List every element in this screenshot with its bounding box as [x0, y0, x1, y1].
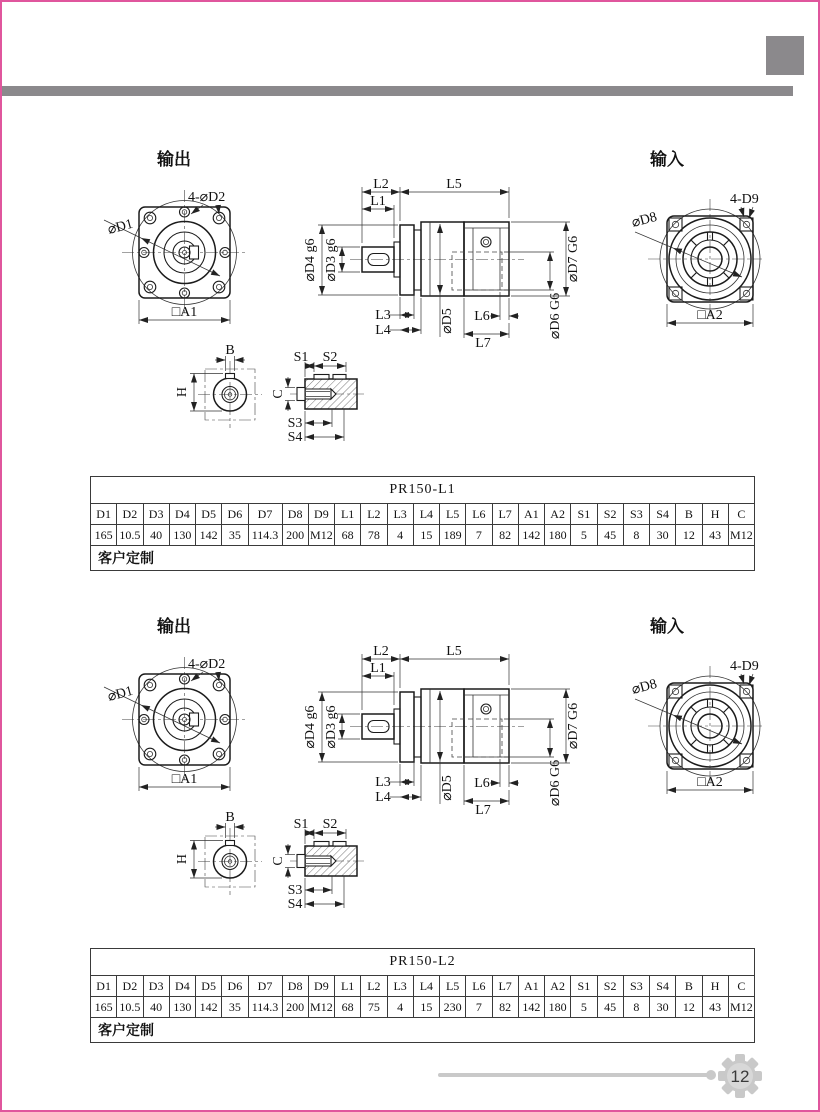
table-value-cell: 230: [440, 997, 466, 1018]
side-section-view: [303, 644, 581, 818]
drawing-section-1: [92, 135, 762, 467]
dim-label-d2: 4-⌀D2: [188, 190, 226, 205]
table-header-cell: L3: [387, 976, 413, 997]
input-rear-view: [630, 659, 762, 794]
dim-label-d1: ⌀D1: [106, 683, 135, 705]
table-value-cell: 10.5: [117, 525, 143, 546]
dim-label-b: B: [225, 810, 235, 825]
dim-label-s4: S4: [287, 897, 303, 912]
table-value-cell: 165: [91, 525, 117, 546]
table-header-cell: S3: [623, 504, 649, 525]
bore-stub: [297, 388, 305, 401]
dim-label-d6: ⌀D6 G6: [548, 292, 563, 340]
table-value-cell: 12: [676, 997, 702, 1018]
table-header-cell: L5: [440, 976, 466, 997]
table-value-cell: 180: [545, 997, 571, 1018]
output-front-view: [104, 190, 247, 324]
table-header-cell: C: [728, 504, 754, 525]
dim-label-d4: ⌀D4 g6: [303, 238, 318, 282]
table-header-cell: A1: [518, 504, 544, 525]
table-value-cell: 142: [196, 997, 222, 1018]
table-header-cell: L3: [387, 504, 413, 525]
table-header-cell: S2: [597, 976, 623, 997]
table-header-cell: D8: [282, 504, 308, 525]
dim-label-h: H: [175, 386, 190, 398]
table-value-cell: 165: [91, 997, 117, 1018]
gearbox-technical-drawing: [92, 602, 762, 934]
dim-label-l3: L3: [375, 308, 391, 323]
dim-label-d9: 4-D9: [730, 192, 759, 207]
table-value-cell: 8: [623, 997, 649, 1018]
input-rear-view: [630, 192, 762, 327]
dim-label-l6: L6: [474, 309, 490, 324]
dim-label-d4: ⌀D4 g6: [303, 705, 318, 749]
table-value-cell: M12: [728, 525, 754, 546]
table-value-cell: 68: [335, 525, 361, 546]
table-header-cell: S1: [571, 976, 597, 997]
table-value-cell: 78: [361, 525, 387, 546]
table-value-cell: 189: [440, 525, 466, 546]
dim-label-c: C: [271, 389, 286, 399]
table-value-cell: 142: [518, 525, 544, 546]
table-header-cell: B: [676, 976, 702, 997]
table-title: PR150-L1: [91, 477, 755, 504]
table-value-cell: 12: [676, 525, 702, 546]
table-header-cell: S4: [650, 976, 676, 997]
table-value-cell: 40: [143, 997, 169, 1018]
shaft-key-detail-view: [175, 810, 262, 895]
dim-label-c: C: [271, 856, 286, 866]
table-header-cell: L2: [361, 504, 387, 525]
dim-label-a2: □A2: [697, 308, 723, 323]
table-header-cell: L5: [440, 504, 466, 525]
table-header-cell: S2: [597, 504, 623, 525]
dim-label-a1: □A1: [171, 305, 198, 320]
dim-label-l4: L4: [375, 323, 391, 338]
input-bore-hidden: [452, 719, 502, 757]
table-header-cell: L4: [413, 976, 439, 997]
table-value-cell: 180: [545, 525, 571, 546]
dim-label-l7: L7: [475, 336, 491, 351]
table-value-cell: 5: [571, 997, 597, 1018]
table-value-cell: 114.3: [248, 997, 282, 1018]
table-value-cell: M12: [308, 525, 334, 546]
page-number-gear-icon: [716, 1052, 764, 1100]
output-label: 输出: [157, 150, 191, 169]
dim-label-b: B: [225, 343, 235, 358]
table-value-cell: 43: [702, 997, 728, 1018]
table-custom-row: 客户定制: [91, 1018, 755, 1043]
spec-table-pr150-l2-wrap: [90, 948, 755, 1043]
table-value-cell: 75: [361, 997, 387, 1018]
table-header-cell: D7: [248, 976, 282, 997]
table-header-cell: A2: [545, 504, 571, 525]
input-label: 输入: [650, 150, 684, 169]
dim-label-d8: ⌀D8: [630, 676, 659, 698]
dim-label-l1: L1: [370, 661, 386, 676]
table-header-cell: D4: [169, 504, 195, 525]
table-value-cell: 130: [169, 997, 195, 1018]
table-header-cell: D9: [308, 976, 334, 997]
dim-label-d7: ⌀D7 G6: [566, 235, 581, 283]
table-title: PR150-L2: [91, 949, 755, 976]
clamp-screw: [481, 237, 491, 247]
key-tab: [226, 841, 235, 846]
table-header-cell: L4: [413, 504, 439, 525]
table-header-cell: H: [702, 976, 728, 997]
table-header-cell: S4: [650, 504, 676, 525]
table-header-cell: D4: [169, 976, 195, 997]
table-value-cell: 7: [466, 525, 492, 546]
table-header-cell: S1: [571, 504, 597, 525]
table-value-cell: M12: [728, 997, 754, 1018]
table-value-cell: 45: [597, 997, 623, 1018]
table-value-cell: 142: [518, 997, 544, 1018]
keyway-slot: [190, 246, 199, 259]
shaft-key-detail-view: [175, 343, 262, 428]
table-value-cell: 8: [623, 525, 649, 546]
drawing-section-2: [92, 602, 762, 934]
table-value-cell: 10.5: [117, 997, 143, 1018]
table-header-cell: S3: [623, 976, 649, 997]
dim-label-d7: ⌀D7 G6: [566, 702, 581, 750]
table-header-cell: L1: [335, 976, 361, 997]
dim-label-d3: ⌀D3 g6: [324, 238, 339, 282]
dim-label-s1: S1: [293, 817, 309, 832]
dim-label-a1: □A1: [171, 772, 198, 787]
bore-stub: [297, 855, 305, 868]
table-header-cell: D1: [91, 976, 117, 997]
dim-label-d6: ⌀D6 G6: [548, 759, 563, 807]
table-header-cell: L1: [335, 504, 361, 525]
page-number: 12: [730, 1067, 750, 1086]
table-header-cell: H: [702, 504, 728, 525]
table-value-cell: 43: [702, 525, 728, 546]
table-value-cell: 68: [335, 997, 361, 1018]
table-value-cell: 142: [196, 525, 222, 546]
spec-table-pr150-l1-wrap: [90, 476, 755, 571]
output-label: 输出: [157, 617, 191, 636]
gear-housing: [421, 222, 464, 296]
dim-label-d3: ⌀D3 g6: [324, 705, 339, 749]
dim-label-s1: S1: [293, 350, 309, 365]
dim-label-s3: S3: [287, 883, 303, 898]
dim-label-s4: S4: [287, 430, 303, 445]
output-flange: [400, 692, 414, 762]
table-header-cell: L6: [466, 504, 492, 525]
table-header-cell: D5: [196, 504, 222, 525]
dim-label-s3: S3: [287, 416, 303, 431]
table-value-cell: 30: [650, 997, 676, 1018]
table-header-cell: D7: [248, 504, 282, 525]
table-header-cell: D6: [222, 976, 248, 997]
dim-label-d1: ⌀D1: [106, 216, 135, 238]
dim-label-s2: S2: [322, 350, 338, 365]
table-value-cell: 200: [282, 525, 308, 546]
shaft-end-section-detail: [271, 817, 364, 912]
table-custom-row: 客户定制: [91, 546, 755, 571]
table-header-cell: D2: [117, 976, 143, 997]
table-value-cell: 200: [282, 997, 308, 1018]
table-value-cell: 35: [222, 997, 248, 1018]
dim-label-h: H: [175, 853, 190, 865]
gearbox-technical-drawing: [92, 135, 762, 467]
table-value-cell: 7: [466, 997, 492, 1018]
table-header-cell: A2: [545, 976, 571, 997]
spec-table: [90, 476, 755, 571]
clamp-screw: [481, 704, 491, 714]
output-flange: [400, 225, 414, 295]
table-header-cell: D8: [282, 976, 308, 997]
table-value-cell: 40: [143, 525, 169, 546]
table-value-cell: 114.3: [248, 525, 282, 546]
table-value-cell: 4: [387, 525, 413, 546]
table-value-cell: 82: [492, 525, 518, 546]
table-header-cell: L2: [361, 976, 387, 997]
dim-label-s2: S2: [322, 817, 338, 832]
table-value-cell: 5: [571, 525, 597, 546]
table-value-cell: 45: [597, 525, 623, 546]
spec-table: [90, 948, 755, 1043]
gear-housing: [421, 689, 464, 763]
dim-label-d9: 4-D9: [730, 659, 759, 674]
dim-label-l7: L7: [475, 803, 491, 818]
dim-label-l4: L4: [375, 790, 391, 805]
footer-rule: [438, 1073, 710, 1077]
dim-label-l5: L5: [446, 177, 462, 192]
table-value-cell: 130: [169, 525, 195, 546]
table-header-cell: L7: [492, 504, 518, 525]
shaft-end-section-detail: [271, 350, 364, 445]
dim-label-l3: L3: [375, 775, 391, 790]
dim-label-d2: 4-⌀D2: [188, 657, 226, 672]
header-accent-box: [766, 36, 804, 75]
table-header-cell: D3: [143, 976, 169, 997]
table-value-cell: 35: [222, 525, 248, 546]
dim-label-l1: L1: [370, 194, 386, 209]
keyway-slot: [190, 713, 199, 726]
table-header-cell: D1: [91, 504, 117, 525]
header-accent-bar: [2, 86, 793, 96]
table-header-cell: D3: [143, 504, 169, 525]
table-header-cell: D2: [117, 504, 143, 525]
table-header-cell: L7: [492, 976, 518, 997]
output-front-view: [104, 657, 247, 791]
dim-label-l2: L2: [373, 644, 389, 659]
table-header-cell: B: [676, 504, 702, 525]
table-value-cell: M12: [308, 997, 334, 1018]
dim-label-d5: ⌀D5: [440, 775, 455, 801]
table-value-cell: 4: [387, 997, 413, 1018]
side-section-view: [303, 177, 581, 351]
table-header-cell: A1: [518, 976, 544, 997]
table-value-cell: 15: [413, 997, 439, 1018]
table-value-cell: 15: [413, 525, 439, 546]
table-header-cell: D6: [222, 504, 248, 525]
footer-dot: [706, 1070, 716, 1080]
table-value-cell: 30: [650, 525, 676, 546]
table-header-cell: D9: [308, 504, 334, 525]
table-header-cell: D5: [196, 976, 222, 997]
key-tab: [226, 374, 235, 379]
dim-label-l6: L6: [474, 776, 490, 791]
dim-label-l5: L5: [446, 644, 462, 659]
dim-label-a2: □A2: [697, 775, 723, 790]
table-header-cell: C: [728, 976, 754, 997]
input-label: 输入: [650, 617, 684, 636]
table-header-cell: L6: [466, 976, 492, 997]
table-value-cell: 82: [492, 997, 518, 1018]
dim-label-d5: ⌀D5: [440, 308, 455, 334]
dim-label-d8: ⌀D8: [630, 209, 659, 231]
input-bore-hidden: [452, 252, 502, 290]
dim-label-l2: L2: [373, 177, 389, 192]
